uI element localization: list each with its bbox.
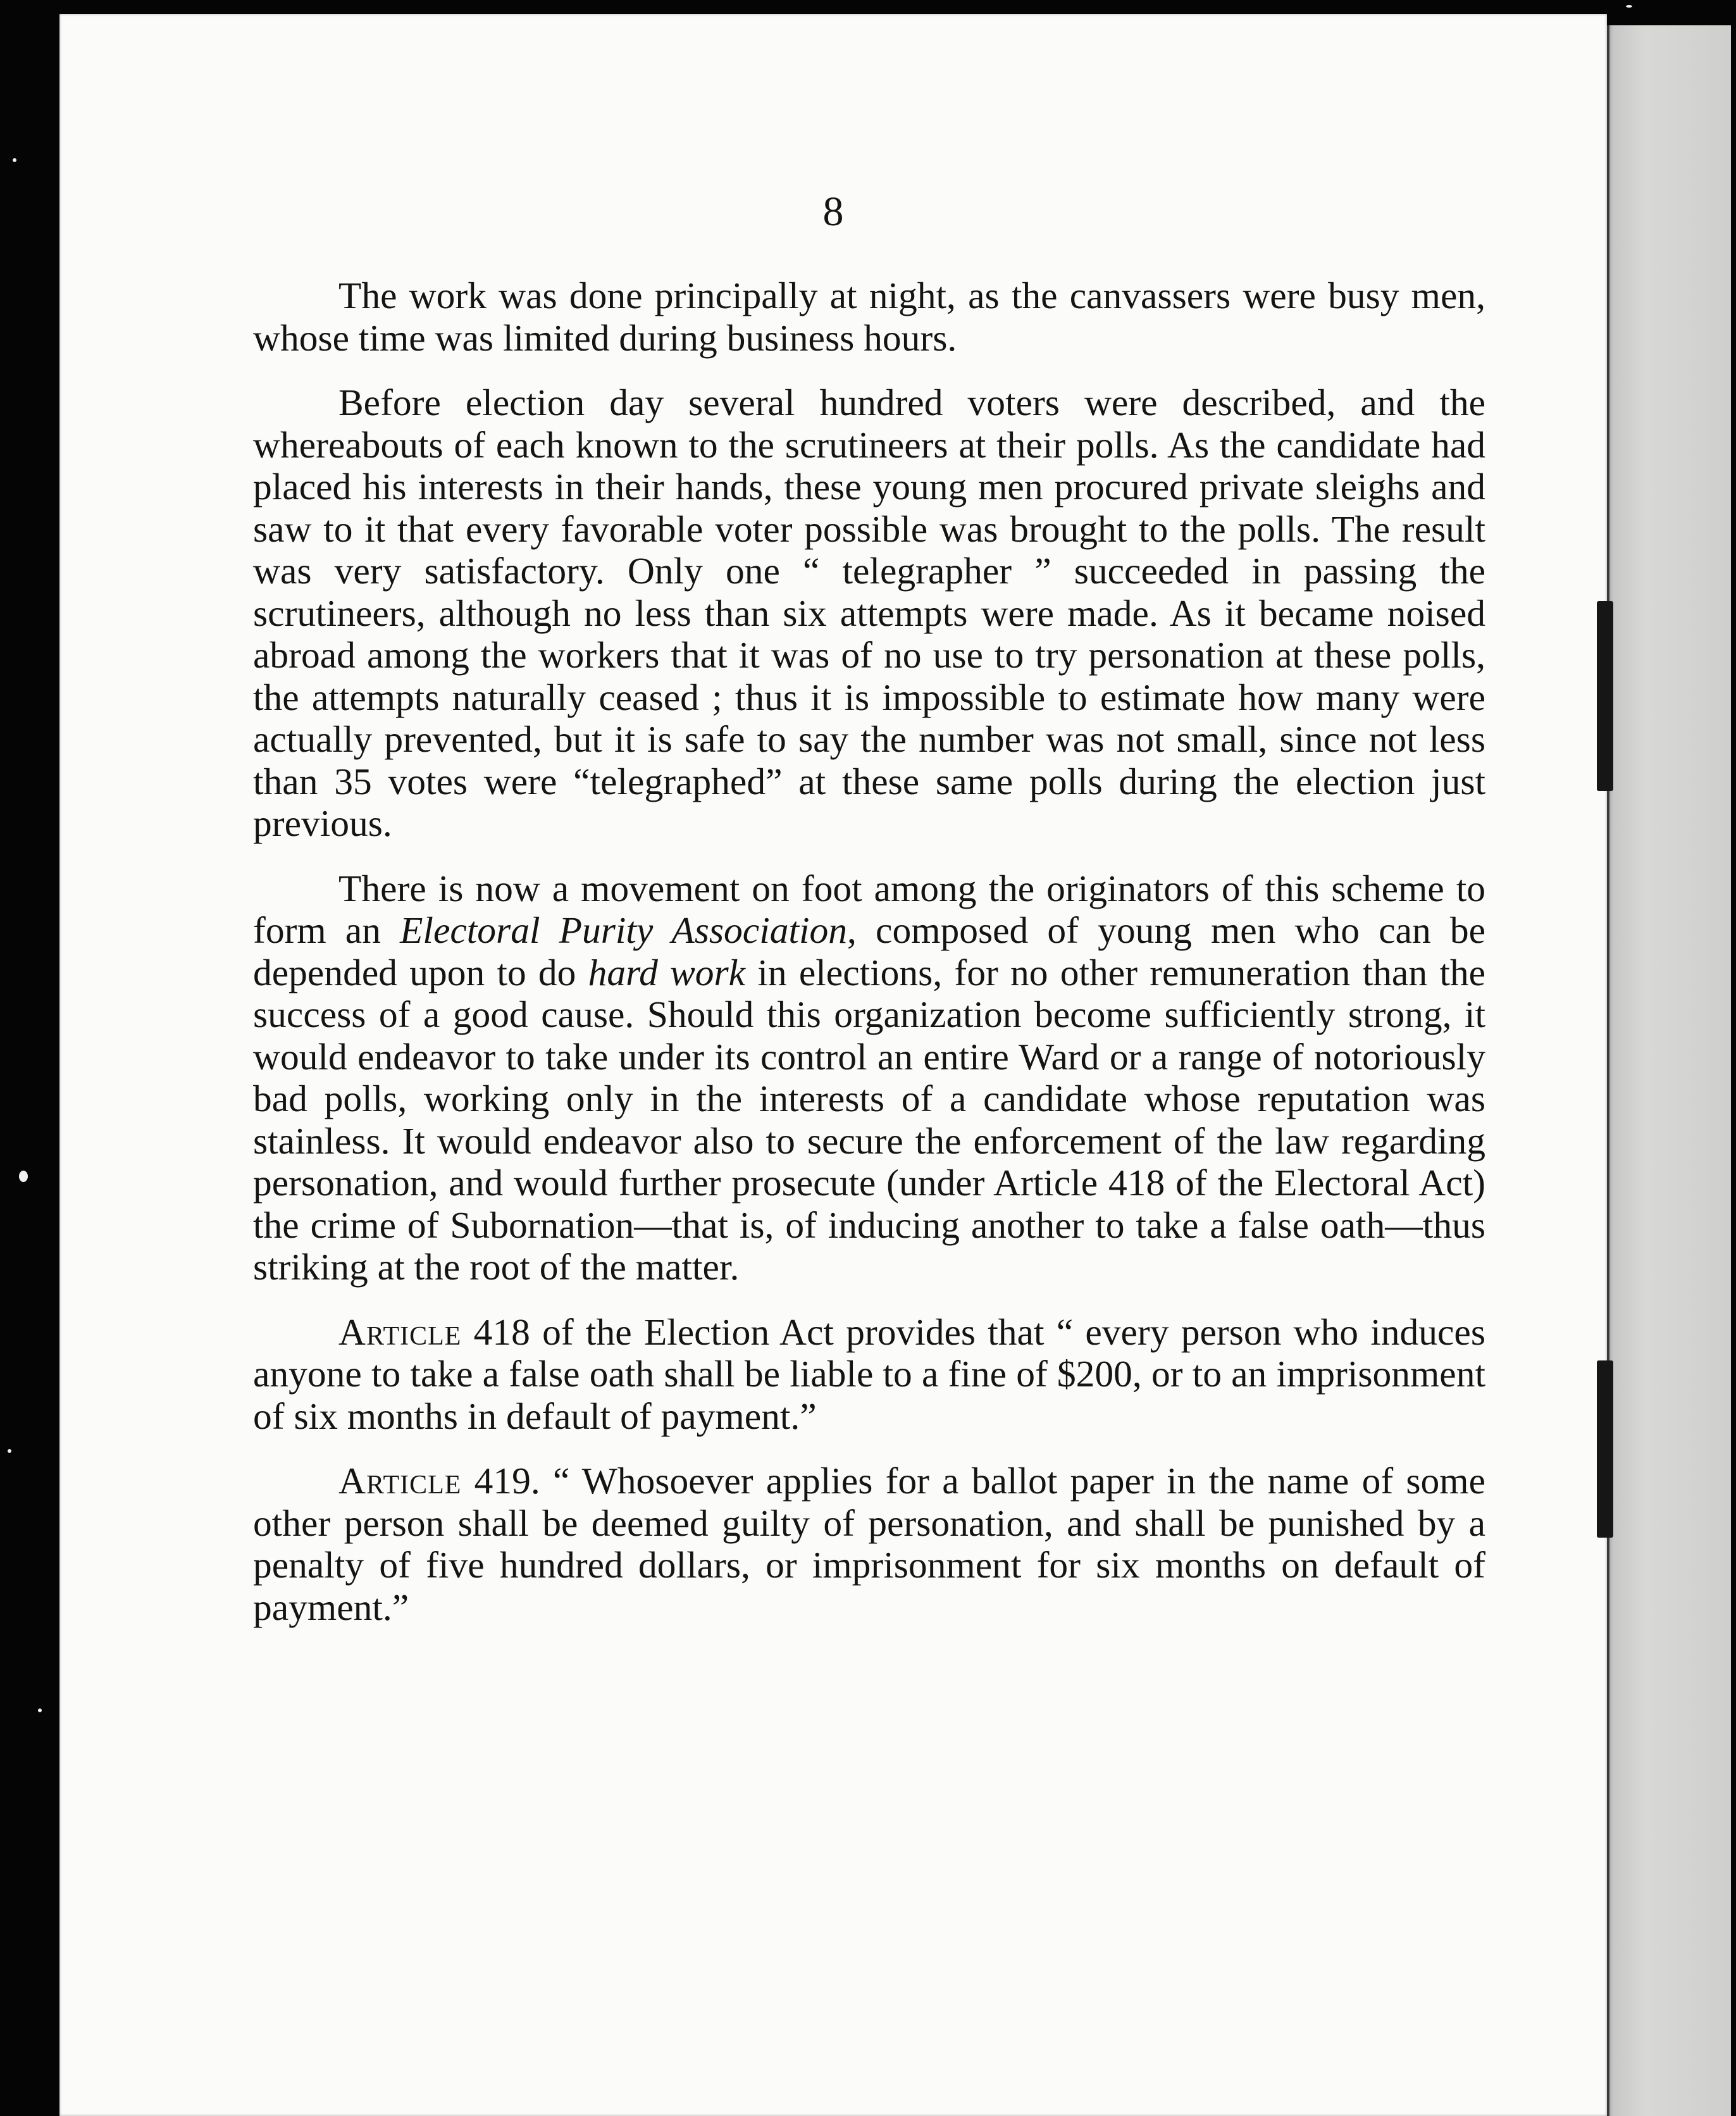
scan-speck [38,1708,42,1712]
page-sheet [59,14,1607,2116]
paragraph-article-419 [253,1460,1485,1628]
article-419-text: 419. “ Whosoever applies for a ballot paper in the name of some other person shall be deemed guilty of personation, and shall be punished by a penalty of five hundred dollars, or imprisonment for six months on default of payment.” [253,1460,1485,1628]
paragraph-election-day: Before election day several hundred voters were described, and the whereabouts of each known to the scrutineers at their polls. As the candidate had placed his interests in their hands, these young men procured private sleighs and saw to it that every favorable voter possible was brought to the polls. The result was very satisfactory. Only one “ telegrapher ” succeeded in passing the scrutineers, although no less than six attempts were made. As it became noised abroad among the workers that it was of no use to try personation at these polls, the attempts naturally ceased ; thus it is impossible to estimate how many were actually prevented, but it is safe to say the number was not small, since not less than 35 votes were “telegraphed” at these same polls during the election just previous. [253,382,1485,844]
scan-speck [13,158,16,162]
paragraph-electoral-purity-text-1: There is now a movement on foot among the originators of this scheme to form an [253,867,1485,951]
next-page-edge [1607,25,1731,2116]
scan-speck [8,1449,11,1453]
paragraph-electoral-purity-text-2: , composed of young men who can be depended upon to do [253,909,1485,993]
paragraph-electoral-purity [253,868,1485,1288]
binding-clip-lower [1597,1360,1613,1538]
paragraph-article-418 [253,1311,1485,1438]
paragraph-canvassers: The work was done principally at night, as the canvassers were busy men, whose time was limited during business hours. [253,275,1485,359]
electoral-purity-association-name: Electoral Purity Association [400,909,848,951]
article-418-text: 418 of the Election Act provides that “ every person who induces anyone to take a false oath shall be liable to a fine of $200, or to an imprisonment of six months in default of payment.” [253,1310,1485,1437]
scan-speck [19,1171,28,1182]
scan-speck [1626,5,1632,8]
binding-gutter [1607,25,1609,2116]
page-number: 8 [822,189,844,235]
article-418-lead: Article [338,1310,462,1353]
paragraph-electoral-purity-text-3: in elections, for no other remuneration than the success of a good cause. Should this organization become sufficiently strong, it would endeavor to take under its control an entire Ward or a range of notoriously bad polls, working only in the interests of a candidate whose reputation was stainless. It would endeavor also to secure the enforcement of the law regarding personation, and would further prosecute (under Article 418 of the Electoral Act) the crime of Subornation—that is, of inducing another to take a false oath—thus striking at the root of the matter. [253,951,1486,1288]
article-419-lead: Article [338,1460,462,1502]
hard-work-emphasis: hard work [588,951,746,993]
body-text [253,275,1485,1628]
binding-clip-upper [1597,601,1613,791]
